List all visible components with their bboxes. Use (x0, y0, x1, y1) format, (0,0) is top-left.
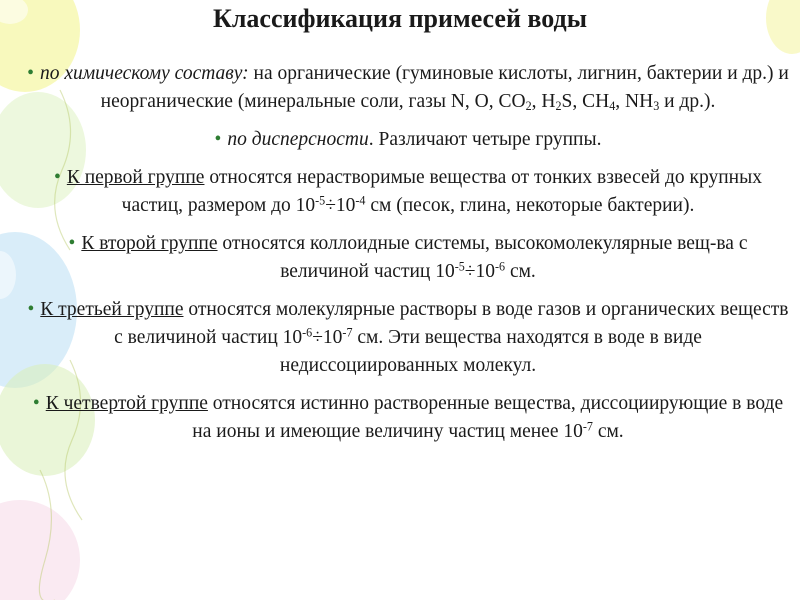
list-item-composition (26, 60, 790, 116)
subscript: 2 (555, 99, 562, 114)
list-item-group1 (26, 164, 790, 220)
bullet-icon: • (68, 233, 76, 254)
group1-text: ÷10 (325, 195, 356, 216)
bullet-icon: • (54, 167, 61, 188)
group2-text: относятся коллоидные системы, высокомолекулярные вещ-ва с величиной частиц 10 (217, 233, 748, 282)
dispersity-label: по дисперсности (227, 129, 369, 150)
group2-text: см. (505, 261, 536, 282)
subscript: 3 (653, 99, 660, 114)
composition-text: S, CH (561, 91, 610, 112)
subscript: 2 (525, 99, 532, 114)
superscript: -6 (302, 325, 313, 340)
group2-text: ÷10 (464, 261, 495, 282)
group3-text: ÷10 (312, 327, 343, 348)
composition-text: , H (531, 91, 556, 112)
group4-text: относятся истинно растворенные вещества, диссоциирующие в воде на ионы и имеющие величину частиц менее 10 (192, 393, 784, 442)
slide-content (26, 60, 790, 456)
list-item-group4 (26, 390, 790, 446)
composition-text: и др.). (659, 91, 716, 112)
composition-text: , NH (615, 91, 654, 112)
list-item-group2 (26, 230, 790, 286)
group1-text: относятся нерастворимые вещества от тонких взвесей до крупных частиц, размером до 10 (121, 167, 762, 216)
group1-text: см (песок, глина, некоторые бактерии). (365, 195, 695, 216)
bullet-icon: • (214, 129, 222, 150)
dispersity-text: . Различают четыре группы. (368, 129, 602, 150)
composition-text: на органические (гуминовые кислоты, лигнин, бактерии и др.) и неорганические (минеральные соли, газы N, O, CO (100, 63, 789, 112)
superscript: -5 (315, 193, 326, 208)
composition-label: по химическому составу: (39, 63, 249, 84)
list-item-dispersity (26, 126, 790, 154)
group1-label: К первой группе (66, 167, 205, 188)
list-item-group3 (26, 296, 790, 380)
group2-label: К второй группе (81, 233, 218, 254)
group3-label: К третьей группе (40, 299, 184, 320)
superscript: -4 (355, 193, 366, 208)
group3-text: относятся молекулярные растворы в воде газов и органических веществ с величиной частиц 10 (114, 299, 789, 348)
group4-text: см. (592, 421, 624, 442)
superscript: -7 (342, 325, 353, 340)
bullet-icon: • (27, 63, 34, 84)
superscript: -5 (454, 259, 465, 274)
subscript: 4 (609, 99, 616, 114)
superscript: -6 (495, 259, 506, 274)
bullet-icon: • (27, 299, 35, 320)
group4-label: К четвертой группе (45, 393, 208, 414)
group3-text: см. Эти вещества находятся в воде в виде недиссоциированных молекул. (279, 327, 702, 376)
slide-title: Классификация примесей воды (212, 4, 588, 33)
bullet-icon: • (32, 393, 40, 414)
superscript: -7 (582, 419, 593, 434)
